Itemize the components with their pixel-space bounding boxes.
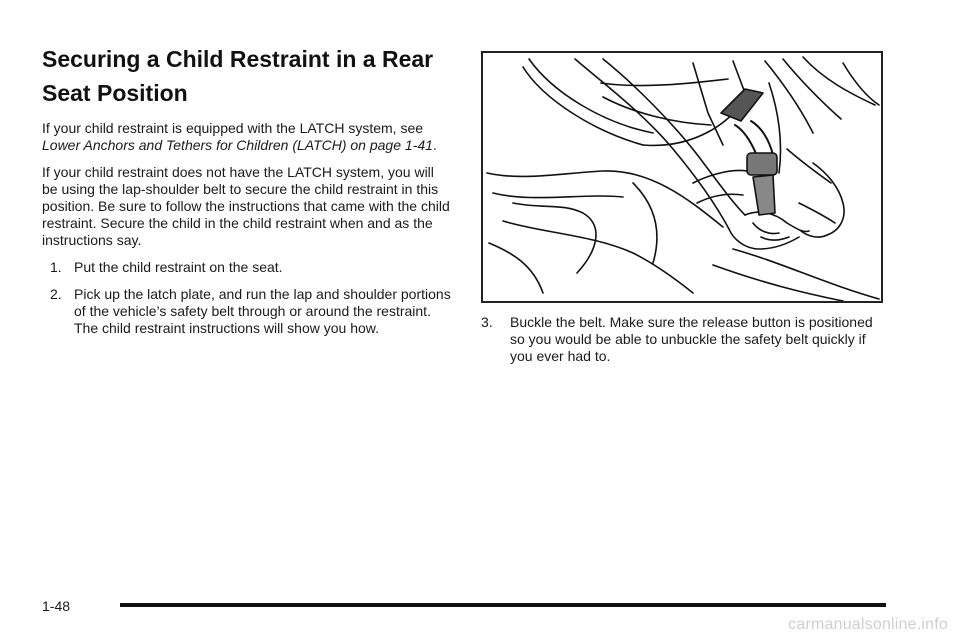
step-text: Put the child restraint on the seat. (74, 259, 283, 275)
latch-reference-link[interactable]: Lower Anchors and Tethers for Children (LATCH) on page 1-41 (42, 137, 433, 153)
steps-list (42, 259, 452, 337)
footer-divider (120, 603, 886, 607)
intro-paragraph (42, 120, 452, 154)
intro-suffix: . (432, 137, 437, 153)
left-column (42, 42, 452, 347)
instructions-paragraph: If your child restraint does not have the LATCH system, you will be using the lap-shoulder belt to secure the child restraint in this position. Be sure to follow the instructions that came with the child restraint. Secure the child in the child restraint when and as the instructions say. (42, 164, 450, 248)
section-title: Securing a Child Restraint in a Rear Seat Position (42, 46, 434, 106)
step-number: 1. (50, 259, 62, 275)
step-number: 3. (481, 314, 493, 330)
illustration-frame (481, 51, 883, 303)
intro-prefix: If your child restraint is equipped with the LATCH system, see (42, 120, 424, 136)
page-number: 1-48 (42, 598, 71, 614)
buckling-belt-illustration (483, 53, 881, 301)
right-column (481, 314, 891, 375)
watermark: carmanualsonline.info (788, 616, 948, 633)
step-item (42, 286, 452, 337)
step-text: Buckle the belt. Make sure the release button is positioned so you would be able to unbuckle the safety belt quickly if you ever had to. (510, 314, 873, 364)
step-item (42, 259, 452, 276)
step-text: Pick up the latch plate, and run the lap and shoulder portions of the vehicle’s safety belt through or around the restraint. The child restraint instructions will show you how. (74, 286, 451, 336)
step-number: 2. (50, 286, 62, 302)
step-item (481, 314, 891, 365)
